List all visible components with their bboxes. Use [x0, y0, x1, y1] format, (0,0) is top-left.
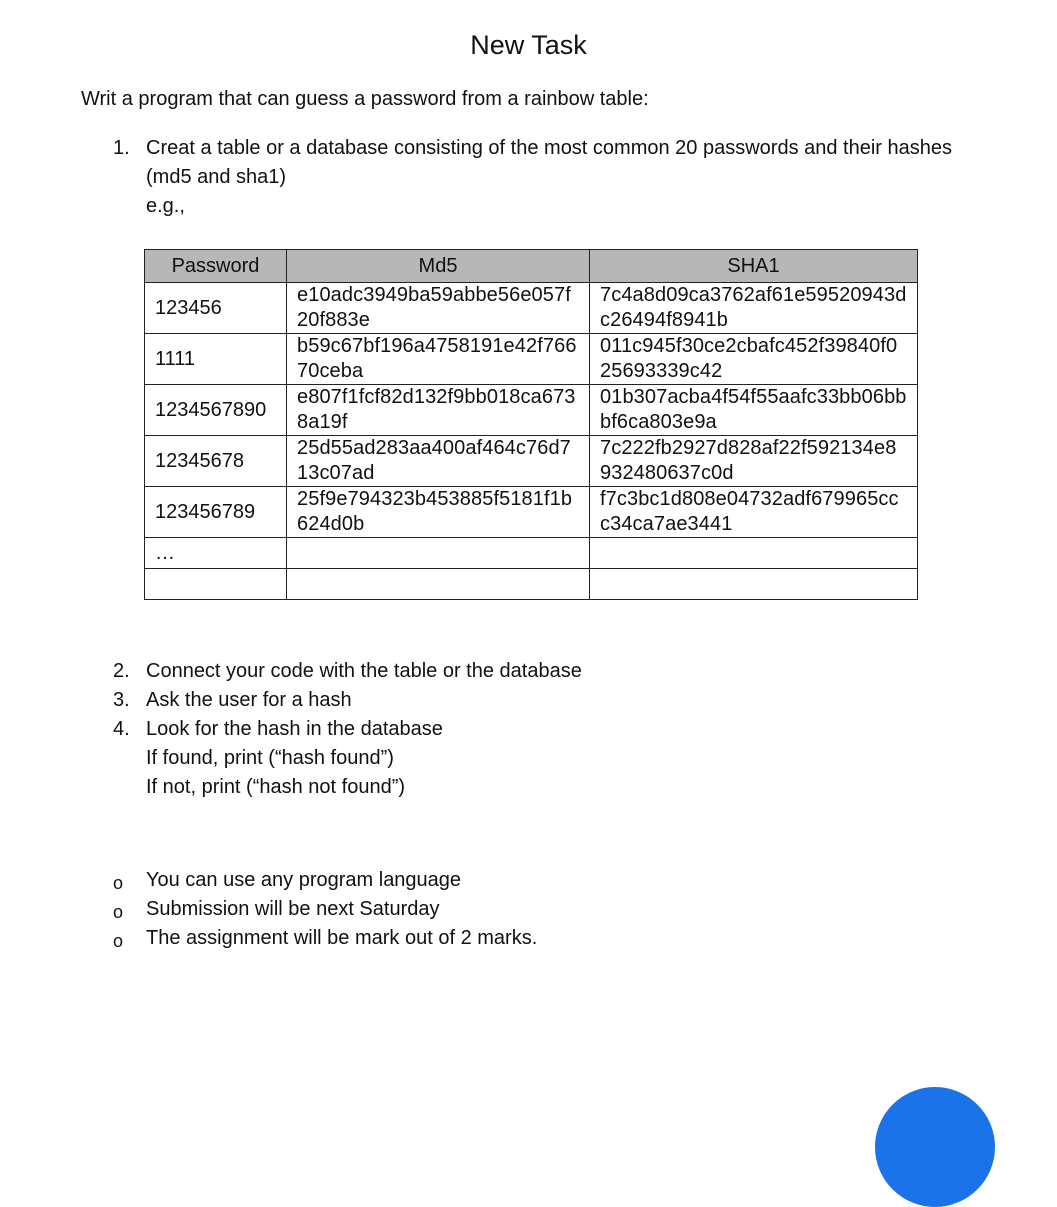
ellipsis-cell: … [145, 538, 287, 569]
password-cell: 123456789 [145, 487, 287, 538]
page-title: New Task [470, 30, 587, 60]
table-row [145, 334, 918, 385]
bullet-icon: o [113, 873, 124, 893]
table-row [145, 283, 918, 334]
note-text: Submission will be next Saturday [146, 898, 440, 920]
note-text: You can use any program language [146, 869, 462, 891]
md5-cell: e807f1fcf82d132f9bb018ca6738a19f [287, 385, 590, 436]
bullet-icon: o [113, 902, 124, 922]
table-row [145, 436, 918, 487]
step-4-not-found-text: If not, print (“hash not found”) [146, 776, 406, 798]
rainbow-table [144, 249, 918, 600]
md5-cell: e10adc3949ba59abbe56e057f20f883e [287, 283, 590, 334]
note-text: The assignment will be mark out of 2 marks. [146, 927, 538, 949]
empty-cell [287, 538, 590, 569]
step-4-text: Look for the hash in the database [146, 718, 443, 740]
sha1-cell: 7c4a8d09ca3762af61e59520943dc26494f8941b [590, 283, 918, 334]
step-2-text: Connect your code with the table or the database [146, 660, 582, 682]
sha1-cell: 01b307acba4f54f55aafc33bb06bbbf6ca803e9a [590, 385, 918, 436]
step-4-number: 4. [113, 718, 130, 740]
password-cell: 123456 [145, 283, 287, 334]
md5-cell: 25f9e794323b453885f5181f1b624d0b [287, 487, 590, 538]
password-cell: 1111 [145, 334, 287, 385]
header-md5: Md5 [287, 250, 590, 283]
step-1-example-label: e.g., [146, 195, 185, 217]
empty-cell [145, 569, 287, 600]
password-cell: 1234567890 [145, 385, 287, 436]
table-header-row [145, 250, 918, 283]
step-2-number: 2. [113, 660, 130, 682]
empty-cell [590, 569, 918, 600]
step-1-text: Creat a table or a database consisting of the most common 20 passwords and their hashes (md5 and sha1) [146, 137, 953, 188]
step-3-text: Ask the user for a hash [146, 689, 352, 711]
table-row [145, 385, 918, 436]
header-sha1: SHA1 [590, 250, 918, 283]
floating-action-button[interactable] [875, 1087, 995, 1207]
password-cell: 12345678 [145, 436, 287, 487]
empty-cell [287, 569, 590, 600]
header-password: Password [145, 250, 287, 283]
step-1-number: 1. [113, 137, 130, 159]
md5-cell: 25d55ad283aa400af464c76d713c07ad [287, 436, 590, 487]
step-3-number: 3. [113, 689, 130, 711]
md5-cell: b59c67bf196a4758191e42f76670ceba [287, 334, 590, 385]
step-4-found-text: If found, print (“hash found”) [146, 747, 394, 769]
intro-text: Writ a program that can guess a password from a rainbow table: [81, 88, 649, 110]
sha1-cell: f7c3bc1d808e04732adf679965ccc34ca7ae3441 [590, 487, 918, 538]
sha1-cell: 011c945f30ce2cbafc452f39840f025693339c42 [590, 334, 918, 385]
table-row-ellipsis [145, 538, 918, 569]
empty-cell [590, 538, 918, 569]
step-1 [113, 134, 973, 221]
table-row [145, 487, 918, 538]
sha1-cell: 7c222fb2927d828af22f592134e8932480637c0d [590, 436, 918, 487]
table-row-empty [145, 569, 918, 600]
bullet-icon: o [113, 931, 124, 951]
